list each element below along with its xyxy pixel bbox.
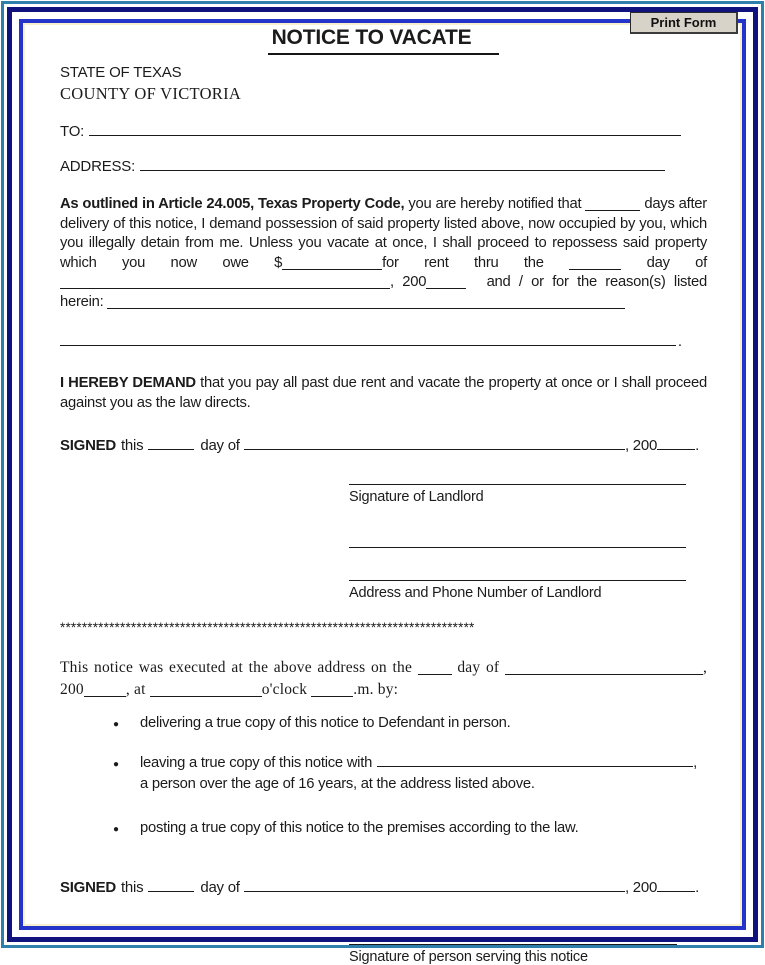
- executed-comma: ,: [702, 659, 708, 676]
- bullet-leaving: [60, 751, 707, 795]
- signed-day-of-text: day of: [200, 878, 240, 896]
- executed-year-text: 200: [60, 681, 84, 698]
- demand-paragraph: [60, 374, 707, 413]
- bullet-leaving-comma: ,: [693, 754, 697, 771]
- to-field-row: [60, 120, 707, 140]
- signed-bold: SIGNED: [60, 878, 117, 896]
- landlord-address-line-2: [349, 580, 686, 581]
- landlord-signature-label: Signature of Landlord: [349, 489, 484, 505]
- landlord-signature-line: [349, 484, 686, 485]
- executed-ampm-blank: [311, 682, 353, 697]
- to-label: TO:: [60, 123, 85, 140]
- signed-row-landlord: [60, 434, 699, 454]
- year-blank: [426, 275, 466, 289]
- leaving-person-blank: [377, 751, 693, 767]
- bullet-leaving-line1: [140, 751, 697, 774]
- notified-text: you are hereby notified that: [408, 196, 582, 212]
- reasons-text: and / or for the reason(s) listed herein:: [60, 274, 707, 310]
- executed-by-text: .m. by:: [353, 681, 399, 698]
- signed-this-text: this: [121, 878, 144, 896]
- signed2-month-blank: [244, 876, 625, 892]
- possession-text: days after delivery of this notice, I demand possession of said property listed above, now occupied by you, which you illegally detain from me. Unless you vacate at once, I shall proceed to repossess said property which you now owe $: [60, 196, 707, 271]
- signed-year-blank: [657, 436, 695, 451]
- signed-period: .: [695, 437, 699, 454]
- executed-day-of-text: day of: [457, 659, 500, 676]
- signed2-day-blank: [148, 877, 194, 892]
- server-signature-line: [349, 944, 677, 945]
- reason-overflow-blank: [60, 330, 676, 346]
- executed-paragraph: [60, 657, 707, 701]
- signed-year-prefix: , 200: [624, 878, 658, 896]
- herein-blank: [107, 294, 625, 308]
- to-blank-line: [89, 120, 681, 136]
- day-blank: [569, 255, 621, 269]
- page-title: NOTICE TO VACATE: [268, 26, 500, 55]
- address-field-row: [60, 155, 707, 175]
- signed-period: .: [695, 878, 699, 896]
- server-signature-block: [349, 944, 677, 965]
- signed-year-prefix: , 200: [624, 437, 658, 454]
- executed-at-text: , at: [125, 681, 146, 698]
- signed-month-blank: [244, 434, 625, 450]
- notice-paragraph: [60, 195, 707, 312]
- server-signature-label: Signature of person serving this notice: [349, 948, 588, 965]
- executed-day-blank: [418, 660, 452, 675]
- year-prefix-text: , 200: [390, 274, 427, 290]
- signed-this-text: this: [121, 437, 144, 454]
- bullet-posting-text: posting a true copy of this notice to the premises according to the law.: [140, 819, 579, 836]
- overflow-period: .: [677, 333, 682, 350]
- address-label: ADDRESS:: [60, 158, 136, 175]
- demand-bold: I HEREBY DEMAND: [60, 375, 196, 391]
- days-blank: [585, 197, 640, 211]
- executed-oclock-text: o'clock: [261, 681, 308, 698]
- bullet-icon: ●: [113, 719, 119, 730]
- signed-bold: SIGNED: [60, 437, 117, 454]
- bullet-delivering-text: delivering a true copy of this notice to Defendant in person.: [140, 715, 511, 731]
- day-of-text: day of: [646, 254, 708, 271]
- executed-time-blank: [150, 682, 262, 697]
- landlord-address-label: Address and Phone Number of Landlord: [349, 585, 602, 601]
- print-form-button[interactable]: Print Form: [630, 12, 738, 34]
- demand-text: that you pay all past due rent and vacate the property at once or I shall proceed against you as the law directs.: [60, 375, 707, 411]
- landlord-signature-block: [349, 484, 686, 601]
- asterisk-separator: ****************************************************************************: [60, 620, 475, 635]
- signed-day-of-text: day of: [200, 437, 240, 454]
- signed2-year-blank: [657, 877, 695, 892]
- rent-thru-text: for rent thru the: [382, 254, 544, 271]
- service-method-list: [60, 713, 707, 840]
- form-content: [25, 25, 740, 965]
- executed-month-blank: [505, 660, 703, 675]
- bullet-icon: ●: [113, 823, 119, 835]
- article-reference-bold: As outlined in Article 24.005, Texas Property Code,: [60, 196, 405, 212]
- address-blank-line: [140, 155, 665, 171]
- landlord-address-line-1: [349, 547, 686, 548]
- bullet-leaving-text: leaving a true copy of this notice with: [140, 754, 373, 771]
- bullet-leaving-line2: a person over the age of 16 years, at the address listed above.: [140, 775, 535, 792]
- title-row: [60, 26, 707, 55]
- executed-text: This notice was executed at the above address on the: [60, 659, 413, 676]
- month-blank: [60, 275, 390, 289]
- signed-day-blank: [148, 436, 194, 451]
- amount-blank: [282, 255, 382, 269]
- reason-overflow-row: [60, 330, 682, 350]
- bullet-posting: [60, 818, 707, 840]
- signed-row-server: [60, 876, 699, 896]
- executed-year-blank: [84, 682, 126, 697]
- bullet-delivering: [60, 713, 707, 735]
- county-line: COUNTY OF VICTORIA: [60, 84, 242, 103]
- state-line: STATE OF TEXAS: [60, 64, 182, 81]
- bullet-icon: ●: [113, 758, 119, 770]
